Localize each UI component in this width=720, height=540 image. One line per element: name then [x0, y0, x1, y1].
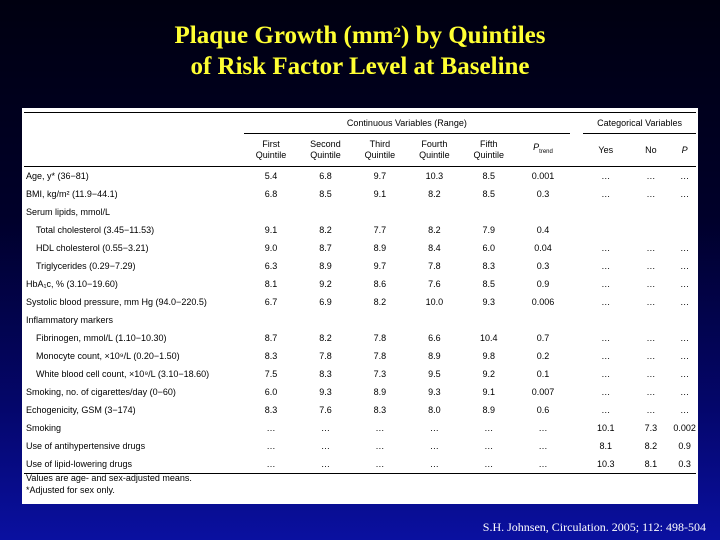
- table-cell: 7.7: [373, 225, 387, 235]
- row-label: Age, y* (36−81): [24, 167, 244, 186]
- table-cell: …: [680, 333, 690, 343]
- table-cell: 7.8: [319, 351, 332, 361]
- table-cell: 8.3: [482, 261, 496, 271]
- table-cell: …: [266, 423, 276, 433]
- table-cell: …: [353, 455, 407, 474]
- table-cell: …: [646, 369, 656, 379]
- table-cell: …: [375, 423, 385, 433]
- table-cell: [244, 311, 298, 329]
- table-cell: 9.5: [428, 369, 441, 379]
- row-label: BMI, kg/m² (11.9−44.1): [26, 189, 118, 199]
- table-cell: …: [680, 261, 690, 271]
- table-cell: 8.0: [428, 405, 441, 415]
- table-cell: …: [680, 243, 690, 253]
- table-cell: 0.4: [536, 225, 550, 235]
- table-cell: …: [646, 333, 656, 343]
- table-cell: [673, 311, 696, 329]
- table-cell: 6.0: [482, 243, 496, 253]
- group-categorical-header: Categorical Variables: [583, 113, 696, 134]
- table-cell: …: [375, 441, 385, 451]
- row-label: Use of antihypertensive drugs: [26, 441, 146, 451]
- table-cell: 8.1: [264, 279, 278, 289]
- col-p: P: [681, 144, 688, 155]
- table-cell: 9.2: [319, 279, 332, 289]
- table-cell: 7.6: [319, 405, 332, 415]
- table-cell: …: [646, 261, 656, 271]
- col-third-quintile: Third Quintile: [364, 139, 396, 160]
- table-cell: …: [646, 405, 656, 415]
- table-cell: 5.4: [244, 167, 298, 186]
- row-label: Fibrinogen, mmol/L (1.10−10.30): [36, 333, 167, 343]
- table-cell: 0.3: [673, 455, 696, 474]
- header-column-row: [24, 134, 696, 167]
- table-cell: [407, 311, 461, 329]
- table-cell: 7.8: [373, 351, 387, 361]
- table-cell: 6.6: [428, 333, 441, 343]
- table-cell: 9.7: [373, 261, 387, 271]
- table-cell: …: [680, 297, 690, 307]
- table-row: [24, 347, 696, 365]
- table-cell: 7.3: [373, 369, 387, 379]
- table-cell: 10.3: [583, 455, 628, 474]
- table-cell: [407, 203, 461, 221]
- title-line-1: Plaque Growth $(mm^2)$ by Quintiles: [174, 22, 546, 49]
- table-row: [24, 437, 696, 455]
- table-cell: 0.9: [678, 441, 691, 451]
- table-cell: 7.5: [264, 369, 278, 379]
- table-cell: 8.9: [319, 261, 332, 271]
- table-row: [24, 185, 696, 203]
- slide-title: [0, 20, 720, 82]
- table-cell: …: [601, 387, 611, 397]
- table-cell: 8.2: [428, 225, 441, 235]
- header-group-row: [24, 113, 696, 134]
- table-cell: 8.3: [319, 369, 332, 379]
- table-cell: [298, 203, 352, 221]
- table-cell: …: [601, 405, 611, 415]
- table-cell: …: [601, 279, 611, 289]
- group-continuous-header: Continuous Variables (Range): [244, 113, 570, 134]
- table-cell: …: [601, 189, 611, 199]
- table-cell: [628, 221, 673, 239]
- plaque-growth-table: [24, 112, 696, 474]
- row-label: HbA₁c, % (3.10−19.60): [26, 279, 118, 289]
- table-row: [24, 329, 696, 347]
- table-cell: 9.3: [319, 387, 332, 397]
- table-cell: …: [601, 369, 611, 379]
- table-cell: 8.2: [373, 297, 387, 307]
- table-row: [24, 275, 696, 293]
- table-cell: 8.5: [482, 279, 496, 289]
- table-row: [24, 239, 696, 257]
- table-cell: …: [601, 243, 611, 253]
- table-cell: …: [484, 423, 494, 433]
- table-cell: 8.9: [482, 405, 496, 415]
- table-row: [24, 257, 696, 275]
- table-panel: [22, 108, 698, 504]
- col-fifth-quintile: Fifth Quintile: [473, 139, 505, 160]
- table-cell: 0.04: [534, 243, 552, 253]
- table-cell: …: [429, 441, 439, 451]
- table-cell: 10.4: [480, 333, 498, 343]
- table-cell: 8.3: [264, 351, 278, 361]
- table-cell: …: [320, 441, 330, 451]
- table-cell: 9.1: [482, 387, 496, 397]
- table-cell: [244, 203, 298, 221]
- row-label: White blood cell count, ×10⁹/L (3.10−18.60): [36, 369, 210, 379]
- table-cell: 8.9: [373, 243, 387, 253]
- row-label: Use of lipid-lowering drugs: [24, 455, 244, 474]
- table-cell: [628, 311, 673, 329]
- table-cell: 8.1: [599, 441, 612, 451]
- table-cell: 0.007: [531, 387, 555, 397]
- table-cell: 6.8: [264, 189, 278, 199]
- row-label: Triglycerides (0.29−7.29): [36, 261, 136, 271]
- table-cell: [583, 311, 628, 329]
- table-cell: 7.3: [644, 423, 658, 433]
- col-fourth-quintile: Fourth Quintile: [419, 139, 450, 160]
- row-label: Inflammatory markers: [26, 315, 114, 325]
- table-cell: …: [646, 351, 656, 361]
- table-cell: 7.8: [428, 261, 441, 271]
- table-cell: 0.006: [531, 297, 555, 307]
- table-cell: 8.3: [264, 405, 278, 415]
- table-cell: 8.9: [428, 351, 441, 361]
- table-cell: 8.4: [428, 243, 441, 253]
- title-line-2: of Risk Factor Level at Baseline: [190, 53, 530, 80]
- table-cell: 0.7: [536, 333, 550, 343]
- table-row: [24, 221, 696, 239]
- row-label: Systolic blood pressure, mm Hg (94.0−220.5): [26, 297, 207, 307]
- table-cell: [462, 203, 516, 221]
- row-label: Echogenicity, GSM (3−174): [26, 405, 136, 415]
- table-cell: …: [484, 441, 494, 451]
- table-cell: 9.2: [482, 369, 496, 379]
- row-label: HDL cholesterol (0.55−3.21): [36, 243, 149, 253]
- table-cell: …: [298, 455, 352, 474]
- table-cell: …: [628, 167, 673, 186]
- table-cell: …: [680, 405, 690, 415]
- table-row: [24, 311, 696, 329]
- col-first-quintile: First Quintile: [255, 139, 287, 160]
- table-cell: …: [516, 455, 570, 474]
- table-cell: 0.002: [673, 423, 696, 433]
- table-cell: 6.8: [298, 167, 352, 186]
- table-cell: …: [680, 279, 690, 289]
- table-cell: 0.3: [536, 261, 550, 271]
- table-cell: 6.3: [264, 261, 278, 271]
- col-second-quintile: Second Quintile: [310, 139, 341, 160]
- table-cell: [516, 311, 570, 329]
- table-cell: 9.8: [482, 351, 496, 361]
- table-cell: 8.2: [319, 225, 332, 235]
- table-cell: 8.7: [264, 333, 278, 343]
- table-cell: [673, 221, 696, 239]
- col-yes: Yes: [598, 144, 614, 155]
- footnote: [26, 472, 192, 496]
- table-cell: 8.9: [373, 387, 387, 397]
- table-cell: 8.3: [373, 405, 387, 415]
- table-cell: 8.2: [319, 333, 332, 343]
- table-cell: [628, 203, 673, 221]
- col-no: No: [645, 144, 657, 155]
- table-cell: …: [538, 441, 548, 451]
- table-cell: 8.2: [428, 189, 441, 199]
- table-cell: …: [680, 369, 690, 379]
- table-cell: 7.9: [482, 225, 496, 235]
- table-cell: 0.001: [516, 167, 570, 186]
- table-cell: 8.5: [319, 189, 332, 199]
- table-row: [24, 167, 696, 186]
- table-row: [24, 419, 696, 437]
- citation: S.H. Johnsen, Circulation. 2005; 112: 498-504: [482, 520, 706, 534]
- table-cell: …: [646, 297, 656, 307]
- table-cell: 10.0: [425, 297, 444, 307]
- table-cell: 6.7: [264, 297, 278, 307]
- row-label: Smoking, no. of cigarettes/day (0−60): [26, 387, 176, 397]
- table-cell: 0.9: [536, 279, 550, 289]
- row-label: Smoking: [26, 423, 62, 433]
- row-label: Total cholesterol (3.45−11.53): [36, 225, 155, 235]
- table-cell: 9.3: [428, 387, 441, 397]
- table-cell: [516, 203, 570, 221]
- row-label: Serum lipids, mmol/L: [26, 207, 111, 217]
- table-cell: …: [601, 351, 611, 361]
- table-cell: 8.5: [482, 189, 496, 199]
- table-row: [24, 203, 696, 221]
- table-cell: …: [601, 261, 611, 271]
- table-cell: …: [601, 297, 611, 307]
- table-cell: …: [266, 441, 276, 451]
- table-cell: …: [538, 423, 548, 433]
- table-cell: …: [673, 167, 696, 186]
- table-row: [24, 401, 696, 419]
- table-cell: …: [429, 423, 439, 433]
- table-row: [24, 455, 696, 474]
- table-cell: …: [680, 189, 690, 199]
- table-cell: [583, 203, 628, 221]
- table-cell: [462, 311, 516, 329]
- table-cell: 0.6: [536, 405, 550, 415]
- table-cell: [298, 311, 352, 329]
- table-cell: 9.7: [353, 167, 407, 186]
- table-cell: …: [320, 423, 330, 433]
- table-cell: 10.1: [596, 423, 615, 433]
- table-cell: 6.0: [264, 387, 278, 397]
- row-label: Monocyte count, ×10⁹/L (0.20−1.50): [36, 351, 180, 361]
- table-cell: …: [407, 455, 461, 474]
- table-cell: 7.6: [428, 279, 441, 289]
- table-row: [24, 383, 696, 401]
- table-cell: 0.3: [536, 189, 550, 199]
- table-cell: …: [646, 279, 656, 289]
- footnote-line-2: *Adjusted for sex only.: [26, 485, 115, 495]
- table-cell: …: [646, 387, 656, 397]
- table-cell: …: [646, 243, 656, 253]
- table-cell: 6.9: [319, 297, 332, 307]
- table-cell: 8.6: [373, 279, 387, 289]
- table-row: [24, 293, 696, 311]
- table-cell: …: [462, 455, 516, 474]
- table-cell: …: [244, 455, 298, 474]
- col-p-trend: $P_{trend}$: [533, 142, 553, 155]
- table-cell: 0.2: [536, 351, 550, 361]
- table-cell: 0.1: [536, 369, 550, 379]
- table-cell: 7.8: [373, 333, 387, 343]
- table-cell: [353, 203, 407, 221]
- table-cell: 10.3: [407, 167, 461, 186]
- table-cell: [673, 203, 696, 221]
- table-cell: [583, 221, 628, 239]
- table-cell: 8.2: [644, 441, 658, 451]
- table-cell: 9.0: [264, 243, 278, 253]
- table-cell: …: [646, 189, 656, 199]
- table-cell: [353, 311, 407, 329]
- footnote-line-1: Values are age- and sex-adjusted means.: [26, 473, 192, 483]
- table-cell: 8.7: [319, 243, 332, 253]
- table-cell: 9.1: [264, 225, 278, 235]
- table-cell: …: [601, 333, 611, 343]
- table-cell: …: [583, 167, 628, 186]
- table-row: [24, 365, 696, 383]
- table-cell: 9.1: [373, 189, 387, 199]
- table-cell: 8.5: [462, 167, 516, 186]
- table-cell: 9.3: [482, 297, 496, 307]
- table-cell: …: [680, 387, 690, 397]
- table-cell: …: [680, 351, 690, 361]
- table-cell: 8.1: [628, 455, 673, 474]
